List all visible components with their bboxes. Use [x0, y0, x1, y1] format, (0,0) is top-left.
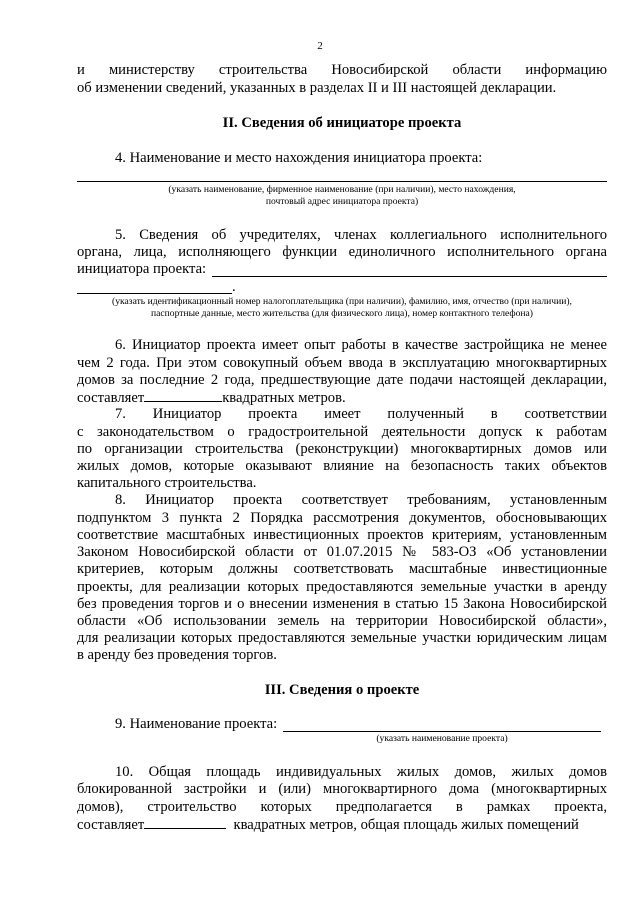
item-8-line-9: для реализации которых предоставляются земельные участки юридическим лицам: [77, 630, 607, 646]
item-10-line-4: [77, 816, 607, 834]
item-10-last-pre: составляет: [77, 817, 145, 833]
item-10-area-blank: [144, 816, 226, 829]
item-10-line-1: 10. Общая площадь индивидуальных жилых домов, жилых домов: [115, 764, 607, 780]
section-3-heading: III. Сведения о проекте: [264, 682, 420, 698]
item-4-label: 4. Наименование и место нахождения инициатора проекта:: [115, 150, 483, 166]
item-5-fill-line-1: [212, 276, 607, 277]
item-10-line-2: блокированной застройки и (или) многоквартирного дома (многоквартирных: [77, 781, 607, 797]
item-8-line-7: без проведения торгов и о внесении изменения в статью 15 Закона Новосибирской: [77, 596, 607, 612]
item-8-line-10: в аренду без проведения торгов.: [77, 647, 277, 663]
item-7-line-1: 7. Инициатор проекта имеет полученный в соответствии: [115, 406, 607, 422]
item-9-fill-line: [283, 731, 601, 732]
section-2-heading: II. Сведения об инициаторе проекта: [222, 115, 462, 131]
item-6-line-4: [77, 389, 607, 407]
item-6-line-1: 6. Инициатор проекта имеет опыт работы в качестве застройщика не менее: [115, 337, 607, 353]
item-7-line-4: жилых домов, которые оказывают влияние на безопасность таких объектов: [77, 458, 607, 474]
item-5-fill-line-2: [77, 293, 232, 294]
intro-line-1: и министерству строительства Новосибирской области информацию: [77, 62, 607, 78]
item-8-line-6: проекты, для реализации которых предоставляются земельные участки в аренду: [77, 579, 607, 595]
item-6-area-blank: [144, 389, 222, 402]
intro-line-2: об изменении сведений, указанных в разделах II и III настоящей декларации.: [77, 80, 557, 96]
item-4-fill-line: [77, 181, 607, 182]
item-5-line-1: 5. Сведения об учредителях, членах коллегиального исполнительного: [115, 227, 607, 243]
item-10-last-post: квадратных метров, общая площадь жилых помещений: [233, 817, 579, 833]
item-10-line-3: домов), строительство которых предполагается в рамках проекта,: [77, 799, 607, 815]
item-5-line-3: инициатора проекта:: [77, 261, 207, 277]
item-8-line-5: критериев, которым должны соответствовать масштабные инвестиционные: [77, 561, 607, 577]
item-9-hint: (указать наименование проекта): [376, 733, 508, 744]
item-7-line-5: капитального строительства.: [77, 475, 257, 491]
item-8-line-8: области «Об использовании земель на территории Новосибирской области»,: [77, 613, 607, 629]
item-4-hint-1: (указать наименование, фирменное наименование (при наличии), место нахождения,: [168, 184, 516, 195]
item-4-hint-2: почтовый адрес инициатора проекта): [265, 196, 419, 207]
item-6-line-3: домов за последние 2 года, предшествующие дате подачи настоящей декларации,: [77, 372, 607, 388]
item-6-last-post: квадратных метров.: [222, 390, 346, 406]
item-8-line-1: 8. Инициатор проекта соответствует требованиям, установленным: [115, 492, 607, 508]
page-number: 2: [317, 40, 323, 52]
item-5-hint-2: паспортные данные, место жительства (для физического лица), номер контактного телефона): [151, 308, 533, 319]
item-5-line-2: органа, лица, исполняющего функции единоличного исполнительного органа: [77, 244, 607, 260]
item-7-line-2: с законодательством о градостроительной деятельности допуск к работам: [77, 424, 607, 440]
item-7-line-3: по организации строительства (реконструкции) многоквартирных домов или: [77, 441, 607, 457]
item-8-line-3: соответствие масштабных инвестиционных проектов критериям, установленным: [77, 527, 607, 543]
item-6-line-2: чем 2 года. При этом совокупный объем ввода в эксплуатацию многоквартирных: [77, 355, 607, 371]
item-5-end: .: [232, 279, 236, 295]
item-5-hint-1: (указать идентификационный номер налогоплательщика (при наличии), фамилию, имя, отчество (при наличии),: [112, 296, 572, 307]
item-8-line-2: подпунктом 3 пункта 2 Порядка рассмотрения документов, обосновывающих: [77, 510, 607, 526]
item-8-line-4: Законом Новосибирской области от 01.07.2015 № 583-ОЗ «Об установлении: [77, 544, 607, 560]
item-6-last-pre: составляет: [77, 390, 145, 406]
item-9-label: 9. Наименование проекта:: [115, 716, 278, 732]
